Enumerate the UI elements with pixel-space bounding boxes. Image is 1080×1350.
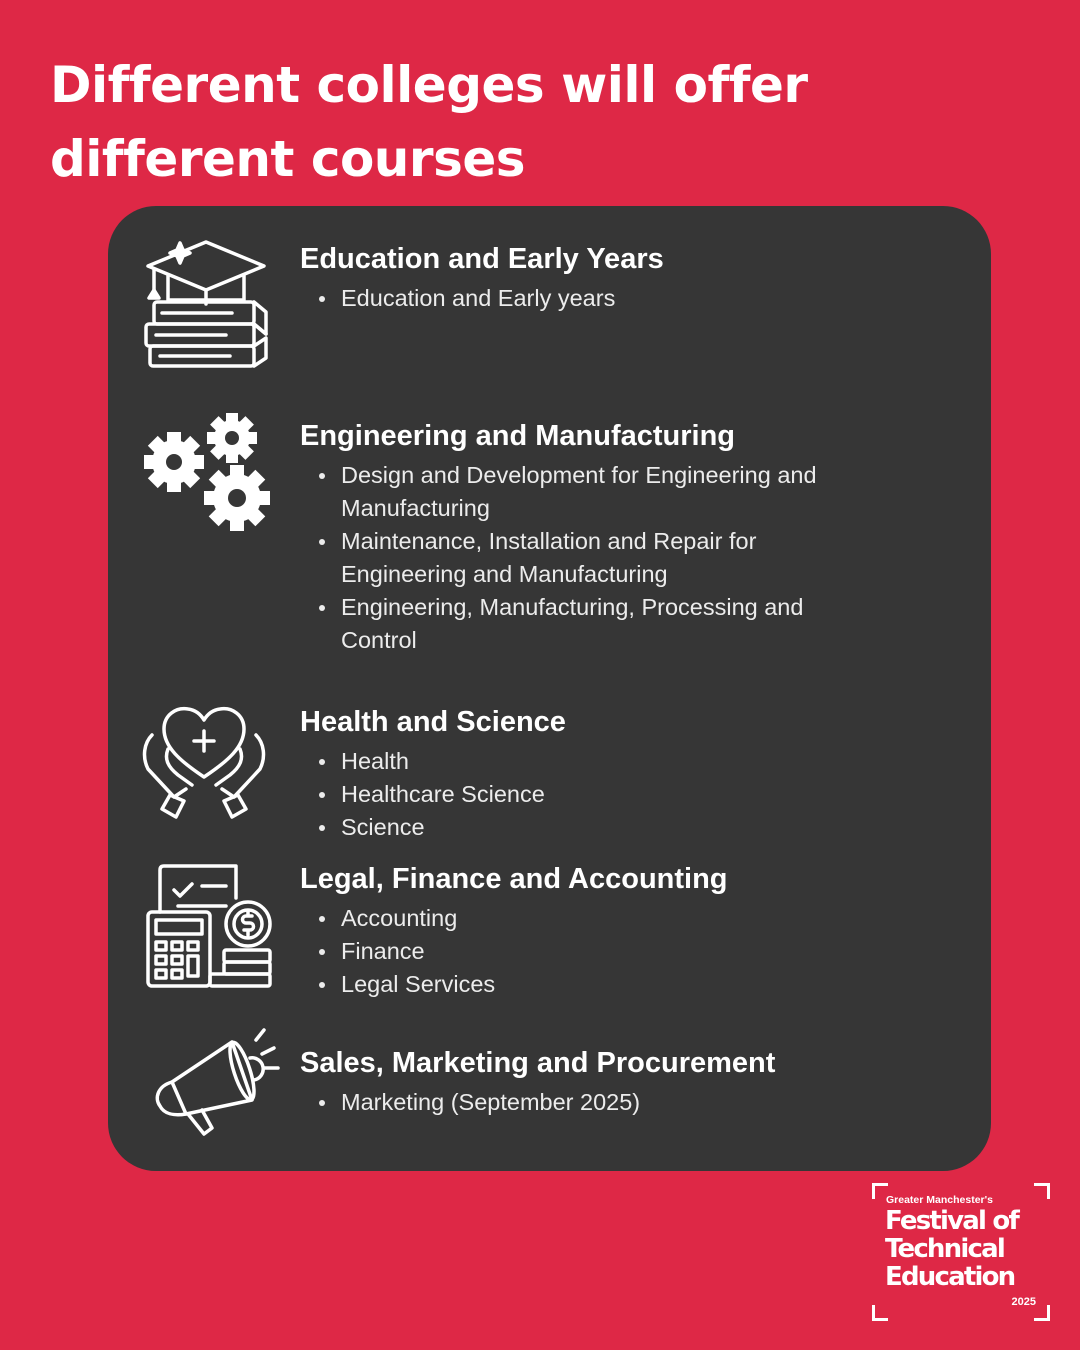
logo-corner [872, 1305, 888, 1321]
list-item: Health [300, 745, 860, 778]
category-list-health [300, 745, 860, 844]
list-item: Engineering, Manufacturing, Processing and Control [300, 591, 860, 657]
list-item: Accounting [300, 902, 860, 935]
page-title: Different colleges will offer different courses [50, 56, 808, 188]
category-list-engineering [300, 459, 860, 657]
category-title-education: Education and Early Years [300, 243, 664, 275]
list-item: Education and Early years [300, 282, 860, 315]
logo-line: Education [885, 1262, 1015, 1292]
festival-logo [872, 1183, 1050, 1321]
logo-corner [1034, 1305, 1050, 1321]
category-title-engineering: Engineering and Manufacturing [300, 420, 736, 452]
category-list-legal-finance [300, 902, 860, 1001]
category-title-health: Health and Science [300, 706, 566, 738]
list-item: Design and Development for Engineering and Manufacturing [300, 459, 860, 525]
category-list-sales-marketing [300, 1086, 860, 1119]
list-item: Finance [300, 935, 860, 968]
logo-wordmark [885, 1207, 1018, 1291]
gears-icon [144, 410, 274, 536]
category-title-legal-finance: Legal, Finance and Accounting [300, 863, 728, 895]
list-item: Legal Services [300, 968, 860, 1001]
heart-hands-icon [140, 705, 270, 821]
category-list-education [300, 282, 860, 315]
megaphone-icon [152, 1024, 282, 1142]
list-item: Healthcare Science [300, 778, 860, 811]
graduation-cap-books-icon [140, 238, 270, 370]
category-title-sales-marketing: Sales, Marketing and Procurement [300, 1047, 776, 1079]
logo-subtitle: Greater Manchester's [886, 1194, 993, 1206]
list-item: Maintenance, Installation and Repair for Engineering and Manufacturing [300, 525, 860, 591]
list-item: Science [300, 811, 860, 844]
calculator-coins-icon [144, 862, 274, 990]
logo-line: Technical [885, 1234, 1004, 1264]
list-item: Marketing (September 2025) [300, 1086, 860, 1119]
logo-corner [1034, 1183, 1050, 1199]
logo-line: Festival of [885, 1206, 1018, 1236]
logo-year: 2025 [1011, 1296, 1036, 1308]
